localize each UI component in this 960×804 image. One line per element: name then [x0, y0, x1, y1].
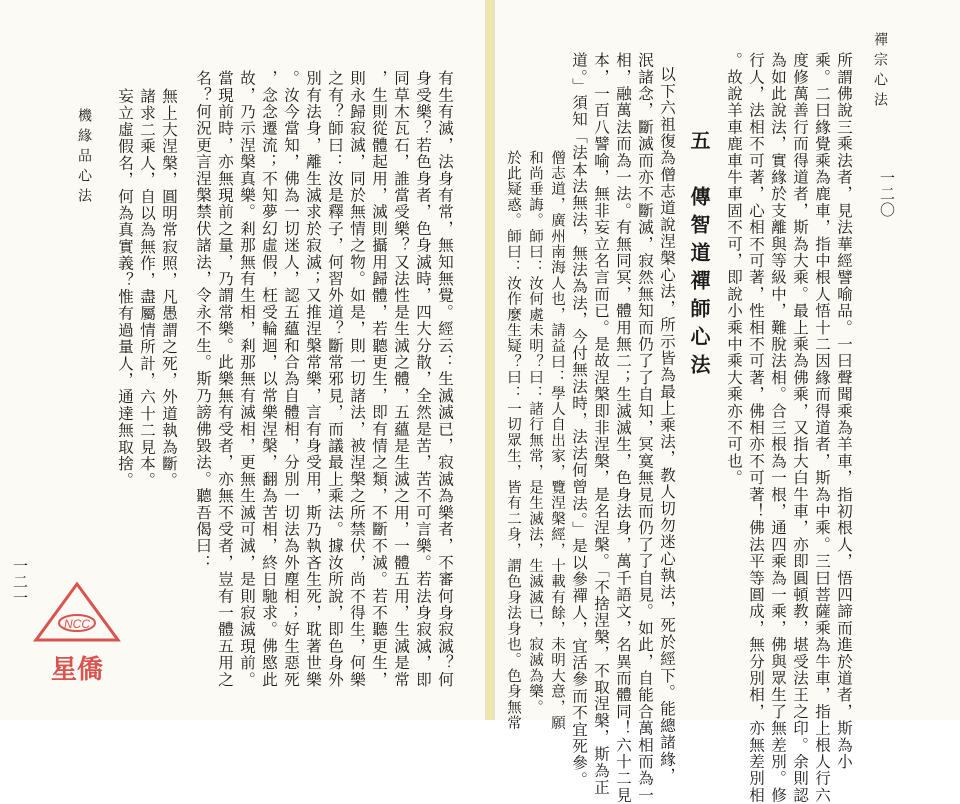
- text-column: 僧志道，廣州南海人也，請益曰：學人自出家，覽涅槃經，十載有餘，未明大意，願: [549, 150, 565, 731]
- verse-column: 諸求二乘人，自以為無作，盡屬情所計，六十二見本。: [138, 88, 156, 489]
- text-column: 當現前時，亦無現前之量，乃謂常樂。此樂無有受者，亦無不受者，豈有一體五用之: [216, 70, 234, 688]
- text-column: 身受樂？若色身者，色身滅時，四大分散，全然是苦，苦不可言樂。若法身寂滅，即: [414, 70, 432, 688]
- text-column: 度修萬善行而得道者，斯為大乘。最上乘為佛乘，又指大白牛車，亦即圓頓教，堪受法王之印。余則認: [791, 52, 809, 804]
- text-column: 則永歸寂滅，同於無情之物。如是，則一切諸法，被涅槃之所禁伏，尚不得生，何樂: [348, 70, 366, 688]
- text-column: 所謂佛說三乘法者，見法華經譬喻品。一曰聲聞乘為羊車，指初根人，悟四諦而進於道者，斯為小: [835, 52, 853, 771]
- text-column: 故，乃示涅槃真樂。剎那無有生相，剎那無有滅相，更無生滅可滅，是則寂滅現前。: [238, 70, 256, 688]
- svg-text:NCC: NCC: [64, 617, 90, 631]
- text-column: 。故說羊車鹿車牛車固不可，即說小乘中乘大乘亦不可也。: [725, 52, 743, 487]
- right-page: [495, 0, 960, 804]
- text-column: 行人，法相不可著，心相不可著，性相不可著，佛相亦不可著！佛法平等圓成，無分別相，亦無差別相: [747, 52, 765, 804]
- text-column: 於此疑惑。師曰：汝作麼生疑？曰：一切眾生，皆有二身，謂色身法身也。色身無常: [505, 150, 521, 731]
- text-column: 以下六祖復為僧志道說涅槃心法，所示皆為最上乘法，教人切勿迷心執法，死於經下。能總諸緣，: [658, 66, 676, 785]
- text-column: 之有？師曰：汝是釋子，何習外道？斷常邪見，而議最上乘法。據汝所說，即色身外: [326, 70, 344, 688]
- text-column: ，生則從體起用，滅則攝用歸體，若聽更生，即有情之類，不斷不滅。若不聽更生，: [370, 70, 388, 688]
- text-column: 為如此說法，實緣於支離與等級中，難脫法相。合三根為一根，通四乘為一乘，佛與眾生了無差別。修: [769, 52, 787, 804]
- text-column: 別有法身，離生滅求於寂滅；又推涅槃常樂，言有身受用，斯乃執吝生死，耽著世樂: [304, 70, 322, 688]
- book-gutter: [485, 0, 495, 720]
- section-title: 五 傳智道禪師心法: [687, 130, 711, 382]
- text-column: ，念念遷流；不知夢幻虛假，枉受輪迴，以常樂涅槃，翻為苦相，終日馳求。佛愍此: [260, 70, 278, 688]
- left-page-number: 一二一: [11, 558, 29, 606]
- text-column: 同草木瓦石，誰當受樂？又法性是生滅之體，五蘊是生滅之用，一體五用，生滅是常: [392, 70, 410, 688]
- text-column: 有生有滅，法身有常，無知無覺。經云：生滅滅已，寂滅為樂者，不審何身寂滅？何: [436, 70, 454, 688]
- left-page: [0, 0, 485, 720]
- text-column: 相，融萬法而為一法。有無同冥，體用無二；生滅滅生，色身法身，萬千語文，名異而體同！六十二見: [614, 52, 632, 804]
- left-page-header: 機緣品心法: [76, 108, 92, 208]
- right-page-number: 一二〇: [878, 170, 896, 218]
- right-page-header: 禪宗心法: [872, 32, 888, 112]
- text-column: 本，一百八譬喻，無非妄立名言而已。是故涅槃即非涅槃，是名涅槃。「不捨涅槃，不取涅槃，斯為正: [592, 52, 610, 796]
- text-column: 道。」須知「法本法無法，無法為法，今付無法時，法法何曾法。」是以參禪人，宜活參而不宜死參。: [570, 52, 588, 788]
- verse-column: 妄立虛假名，何為真實義？惟有過量人，通達無取捨。: [116, 88, 134, 489]
- text-column: 乘。二曰緣覺乘為鹿車，指中根人悟十二因緣而得道者，斯為中乘。三曰菩薩乘為牛車，指上根人行六: [813, 52, 831, 804]
- text-column: 泯諸念，斷滅而亦不斷滅，寂然無知而仍了了自知，冥寞無見而仍了了自見。如此，自能合萬相而為一: [636, 52, 654, 804]
- svg-text:星僑: 星僑: [50, 655, 104, 685]
- verse-column: 無上大涅槃，圓明常寂照，凡愚謂之死，外道執為斷。: [160, 88, 178, 489]
- ncc-xingqiao-stamp: [30, 578, 124, 690]
- text-column: 。汝今當知，佛為一切迷人，認五蘊和合為自體相，分別一切法為外塵相；好生惡死: [282, 70, 300, 688]
- text-column: 和尚垂誨。師曰：汝何處未明？曰：諸行無常，是生滅法，生滅滅已，寂滅為樂。: [527, 150, 543, 716]
- text-column: 名？何況更言涅槃禁伏諸法，令永不生。斯乃謗佛毀法。聽吾偈曰：: [194, 70, 212, 571]
